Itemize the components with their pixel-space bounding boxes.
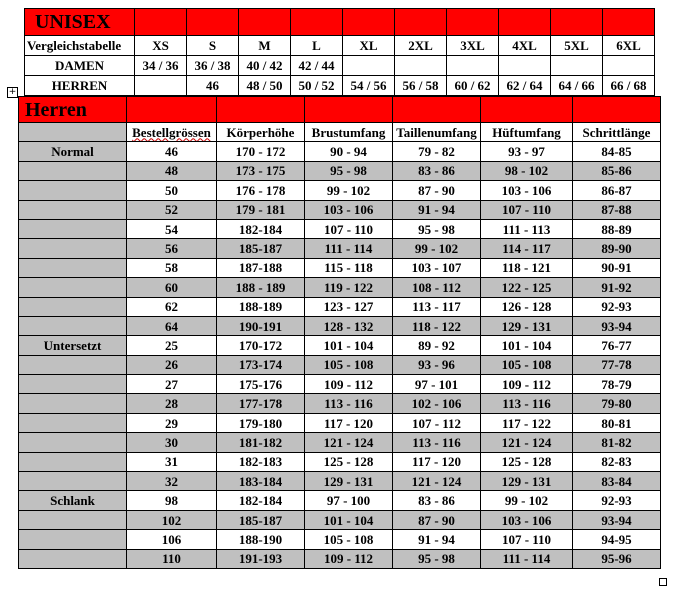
table-cell: 188 - 189 [217,278,305,297]
damen-size: 40 / 42 [239,56,291,76]
column-header: Körperhöhe [217,123,305,142]
table-cell: 93 - 97 [481,142,573,161]
table-row [19,219,661,238]
table-cell: 54 [127,219,217,238]
table-cell: 101 - 104 [481,336,573,355]
table-row [19,452,661,471]
table-cell: 188-190 [217,530,305,549]
herren-size: 62 / 64 [499,76,551,96]
table-row [19,491,661,510]
category-cell [19,452,127,471]
table-cell: 105 - 108 [305,530,393,549]
table-cell: 83 - 86 [393,491,481,510]
column-header: Brustumfang [305,123,393,142]
table-cell: 128 - 132 [305,316,393,335]
table-cell: 101 - 104 [305,336,393,355]
unisex-damen-row [25,56,655,76]
table-cell: 113 - 116 [305,394,393,413]
table-row [19,239,661,258]
category-cell [19,375,127,394]
damen-size [447,56,499,76]
table-cell: 113 - 117 [393,297,481,316]
table-cell: 107 - 112 [393,413,481,432]
herren-size: 54 / 56 [343,76,395,96]
table-row [19,181,661,200]
table-cell: 117 - 120 [305,413,393,432]
category-cell [19,181,127,200]
category-cell [19,355,127,374]
unisex-comparison-table [24,8,655,96]
table-cell: 190-191 [217,316,305,335]
table-cell: 86-87 [573,181,661,200]
table-cell: 129 - 131 [305,472,393,491]
table-cell: 103 - 106 [481,510,573,529]
damen-size: 36 / 38 [187,56,239,76]
table-cell: 118 - 121 [481,258,573,277]
table-cell: 64 [127,316,217,335]
table-row [19,278,661,297]
size-header: XS [135,36,187,56]
table-cell: 81-82 [573,433,661,452]
unisex-herren-row [25,76,655,96]
size-header: XL [343,36,395,56]
size-header: 2XL [395,36,447,56]
category-cell: Schlank [19,491,127,510]
table-cell: 94-95 [573,530,661,549]
table-row [19,142,661,161]
column-header: Bestellgrössen [127,123,217,142]
table-cell: 89 - 92 [393,336,481,355]
table-cell: 125 - 128 [481,452,573,471]
table-cell: 183-184 [217,472,305,491]
table-row [19,355,661,374]
table-row [19,510,661,529]
table-cell: 187-188 [217,258,305,277]
table-cell: 78-79 [573,375,661,394]
damen-size [343,56,395,76]
table-cell: 85-86 [573,161,661,180]
damen-size: 42 / 44 [291,56,343,76]
table-cell: 93-94 [573,316,661,335]
herren-size: 50 / 52 [291,76,343,96]
table-cell: 83 - 86 [393,161,481,180]
size-header: S [187,36,239,56]
herren-size: 66 / 68 [603,76,655,96]
table-cell: 117 - 120 [393,452,481,471]
table-row [19,472,661,491]
table-cell: 115 - 118 [305,258,393,277]
table-cell: 88-89 [573,219,661,238]
table-cell: 118 - 122 [393,316,481,335]
table-cell: 27 [127,375,217,394]
table-cell: 102 - 106 [393,394,481,413]
table-row [19,375,661,394]
herren-size: 64 / 66 [551,76,603,96]
category-cell [19,530,127,549]
category-cell [19,239,127,258]
table-row [19,413,661,432]
category-cell [19,161,127,180]
category-cell [19,278,127,297]
table-resize-handle-icon[interactable] [659,578,667,586]
table-cell: 31 [127,452,217,471]
table-cell: 109 - 112 [305,549,393,568]
table-row [19,161,661,180]
table-cell: 121 - 124 [393,472,481,491]
table-cell: 105 - 108 [305,355,393,374]
table-cell: 58 [127,258,217,277]
table-cell: 91 - 94 [393,530,481,549]
damen-size [395,56,447,76]
table-cell: 105 - 108 [481,355,573,374]
table-cell: 93-94 [573,510,661,529]
herren-size: 48 / 50 [239,76,291,96]
table-cell: 182-184 [217,219,305,238]
table-cell: 87-88 [573,200,661,219]
unisex-size-row [25,36,655,56]
table-cell: 179-180 [217,413,305,432]
table-cell: 119 - 122 [305,278,393,297]
table-cell: 92-93 [573,297,661,316]
size-header: 5XL [551,36,603,56]
category-cell [19,200,127,219]
table-cell: 60 [127,278,217,297]
size-header: 3XL [447,36,499,56]
table-cell: 80-81 [573,413,661,432]
table-cell: 107 - 110 [481,200,573,219]
herren-title-row [19,97,661,123]
table-cell: 121 - 124 [305,433,393,452]
table-cell: 91-92 [573,278,661,297]
unisex-title: UNISEX [25,9,135,36]
category-cell [19,258,127,277]
table-cell: 82-83 [573,452,661,471]
category-cell [19,394,127,413]
table-cell: 98 - 102 [481,161,573,180]
size-header: L [291,36,343,56]
table-cell: 185-187 [217,239,305,258]
table-cell: 102 [127,510,217,529]
table-cell: 113 - 116 [393,433,481,452]
table-cell: 29 [127,413,217,432]
table-row [19,258,661,277]
table-cell: 111 - 114 [481,549,573,568]
table-cell: 111 - 114 [305,239,393,258]
table-cell: 84-85 [573,142,661,161]
size-header: 6XL [603,36,655,56]
table-cell: 170 - 172 [217,142,305,161]
table-cell: 107 - 110 [481,530,573,549]
table-cell: 89-90 [573,239,661,258]
table-cell: 170-172 [217,336,305,355]
herren-label: HERREN [25,76,135,96]
category-cell [19,433,127,452]
herren-size-table [18,96,661,569]
column-header: Schrittlänge [573,123,661,142]
table-cell: 95 - 98 [393,549,481,568]
table-cell: 110 [127,549,217,568]
table-cell: 99 - 102 [481,491,573,510]
table-row [19,549,661,568]
table-move-handle-icon[interactable]: + [8,87,17,97]
table-cell: 176 - 178 [217,181,305,200]
table-row [19,530,661,549]
table-cell: 182-184 [217,491,305,510]
table-cell: 123 - 127 [305,297,393,316]
table-cell: 177-178 [217,394,305,413]
table-cell: 99 - 102 [393,239,481,258]
column-header: Hüftumfang [481,123,573,142]
category-cell [19,219,127,238]
category-cell [19,472,127,491]
table-row [19,336,661,355]
table-cell: 129 - 131 [481,316,573,335]
table-cell: 32 [127,472,217,491]
table-cell: 103 - 107 [393,258,481,277]
table-cell: 48 [127,161,217,180]
table-cell: 87 - 90 [393,510,481,529]
table-row [19,433,661,452]
table-cell: 109 - 112 [481,375,573,394]
table-cell: 30 [127,433,217,452]
herren-size: 56 / 58 [395,76,447,96]
table-cell: 46 [127,142,217,161]
table-cell: 103 - 106 [305,200,393,219]
table-cell: 25 [127,336,217,355]
table-cell: 122 - 125 [481,278,573,297]
table-cell: 111 - 113 [481,219,573,238]
table-cell: 113 - 116 [481,394,573,413]
table-cell: 126 - 128 [481,297,573,316]
table-row [19,200,661,219]
table-cell: 62 [127,297,217,316]
table-cell: 79 - 82 [393,142,481,161]
table-cell: 97 - 101 [393,375,481,394]
herren-size: 46 [187,76,239,96]
table-cell: 185-187 [217,510,305,529]
table-cell: 93 - 96 [393,355,481,374]
unisex-title-row [25,9,655,36]
table-cell: 109 - 112 [305,375,393,394]
table-cell: 181-182 [217,433,305,452]
size-header: M [239,36,291,56]
table-cell: 179 - 181 [217,200,305,219]
table-cell: 117 - 122 [481,413,573,432]
damen-size [499,56,551,76]
table-cell: 95-96 [573,549,661,568]
table-cell: 92-93 [573,491,661,510]
category-cell [19,549,127,568]
table-cell: 52 [127,200,217,219]
table-cell: 95 - 98 [305,161,393,180]
table-cell: 188-189 [217,297,305,316]
damen-label: DAMEN [25,56,135,76]
table-cell: 114 - 117 [481,239,573,258]
damen-size: 34 / 36 [135,56,187,76]
table-cell: 107 - 110 [305,219,393,238]
table-cell: 101 - 104 [305,510,393,529]
table-cell: 95 - 98 [393,219,481,238]
damen-size [551,56,603,76]
herren-size: 60 / 62 [447,76,499,96]
table-cell: 173-174 [217,355,305,374]
herren-title: Herren [19,97,127,123]
table-cell: 98 [127,491,217,510]
table-cell: 26 [127,355,217,374]
table-cell: 173 - 175 [217,161,305,180]
table-cell: 97 - 100 [305,491,393,510]
table-cell: 106 [127,530,217,549]
damen-size [603,56,655,76]
table-cell: 99 - 102 [305,181,393,200]
herren-header-row [19,123,661,142]
column-header: Taillenumfang [393,123,481,142]
table-cell: 175-176 [217,375,305,394]
table-cell: 108 - 112 [393,278,481,297]
table-cell: 191-193 [217,549,305,568]
category-cell [19,510,127,529]
table-row [19,297,661,316]
table-cell: 90-91 [573,258,661,277]
compare-label: Vergleichstabelle [25,36,135,56]
category-cell [19,413,127,432]
table-cell: 103 - 106 [481,181,573,200]
table-row [19,316,661,335]
table-cell: 90 - 94 [305,142,393,161]
table-cell: 91 - 94 [393,200,481,219]
table-cell: 83-84 [573,472,661,491]
table-cell: 76-77 [573,336,661,355]
table-cell: 56 [127,239,217,258]
table-cell: 125 - 128 [305,452,393,471]
category-cell [19,297,127,316]
category-cell: Normal [19,142,127,161]
category-cell: Untersetzt [19,336,127,355]
table-cell: 121 - 124 [481,433,573,452]
herren-size [135,76,187,96]
size-header: 4XL [499,36,551,56]
table-cell: 28 [127,394,217,413]
table-cell: 77-78 [573,355,661,374]
table-cell: 129 - 131 [481,472,573,491]
category-cell [19,316,127,335]
table-cell: 50 [127,181,217,200]
table-cell: 79-80 [573,394,661,413]
table-cell: 87 - 90 [393,181,481,200]
table-row [19,394,661,413]
table-cell: 182-183 [217,452,305,471]
